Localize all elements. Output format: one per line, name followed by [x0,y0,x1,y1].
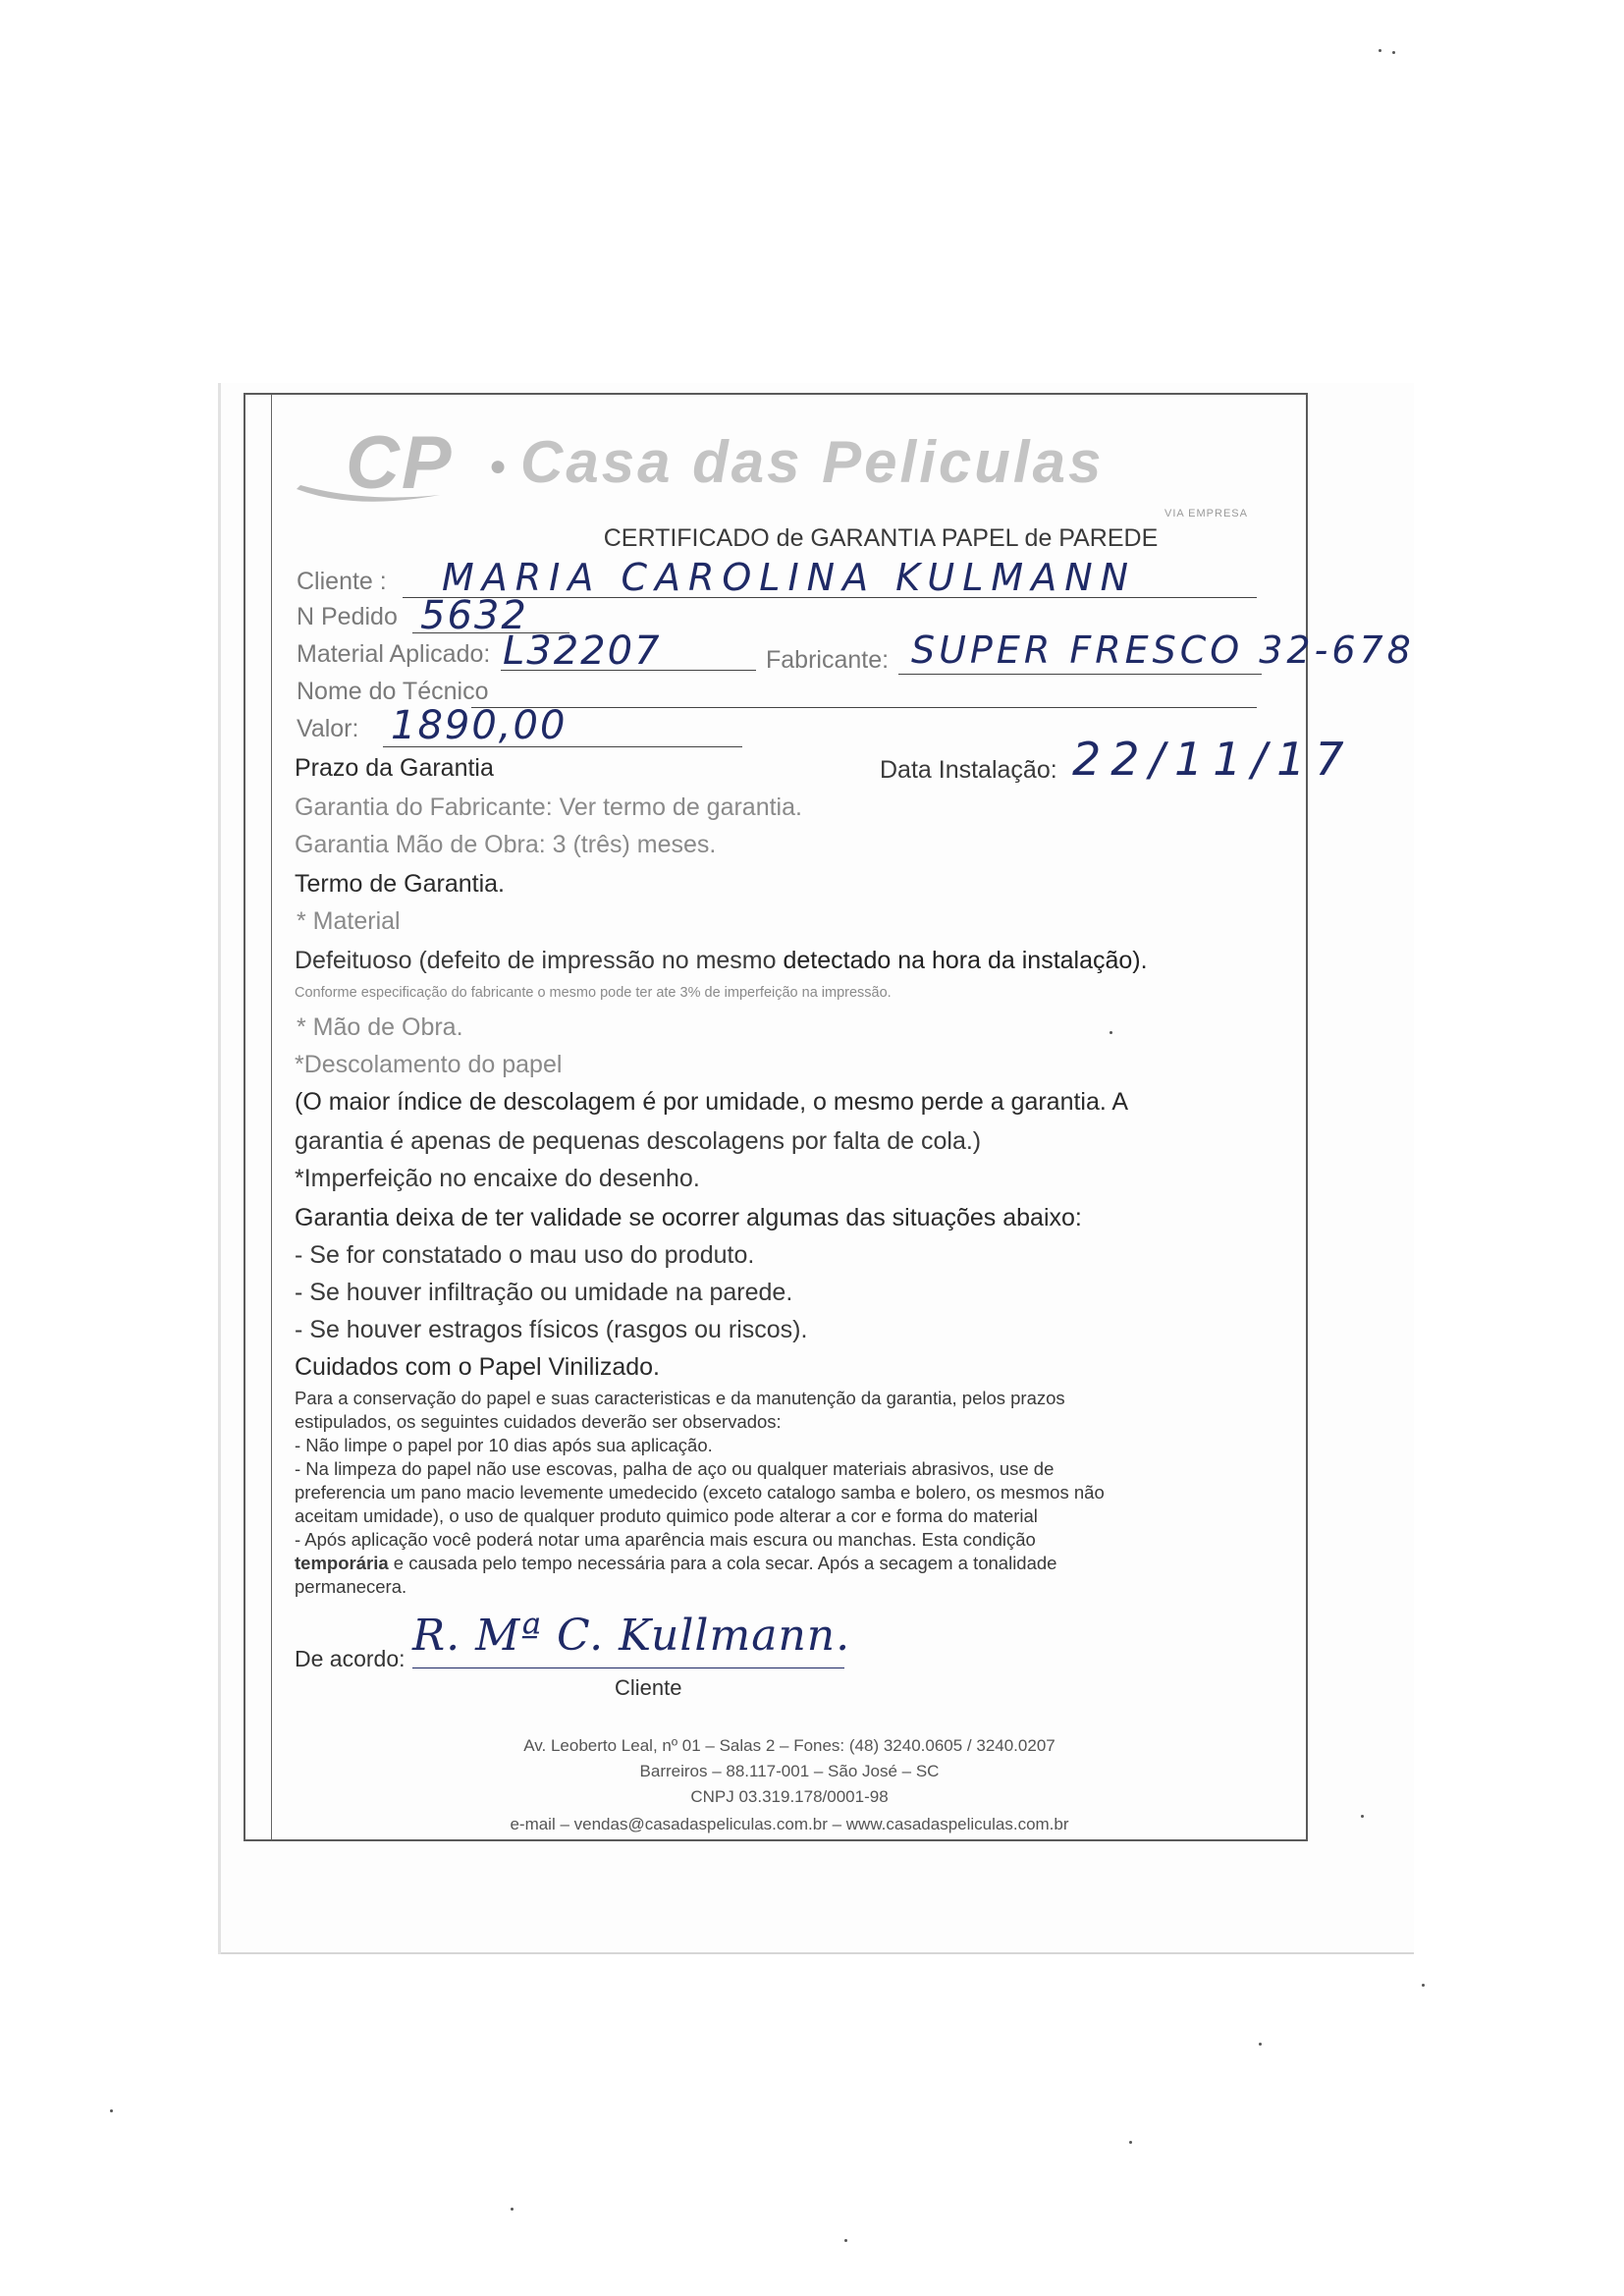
cuidados-line-7: - Após aplicação você poderá notar uma aparência mais escura ou manchas. Esta condição [295,1529,1036,1550]
cuidados-title: Cuidados com o Papel Vinilizado. [295,1353,660,1381]
fabricante-label: Fabricante: [766,646,890,674]
maior-indice-line-2: garantia é apenas de pequenas descolagens por falta de cola.) [295,1127,982,1155]
material-label: Material Aplicado: [297,640,491,668]
maior-indice-line-1: (O maior índice de descolagem é por umidade, o mesmo perde a garantia. A [295,1088,1129,1116]
garantia-mao-obra: Garantia Mão de Obra: 3 (três) meses. [295,831,717,858]
footer-city: Barreiros – 88.117-001 – São José – SC [639,1762,940,1780]
logo-company-name: Casa das Peliculas [520,429,1105,495]
garantia-fabricante: Garantia do Fabricante: Ver termo de garantia. [295,793,802,821]
cliente-value: MARIA CAROLINA KULMANN [442,556,1137,599]
defeituoso-line [295,947,1148,975]
signature-underline [412,1667,844,1668]
scan-speck [1379,49,1381,52]
cliente-caption: Cliente [615,1675,682,1700]
footer-cnpj: CNPJ 03.319.178/0001-98 [690,1787,889,1806]
scan-speck [1110,1031,1112,1034]
cuidados-line-3: - Não limpe o papel por 10 dias após sua aplicação. [295,1435,713,1455]
pedido-label: N Pedido [297,603,398,630]
logo-bullet: ● [489,450,508,482]
scan-speck [844,2239,847,2242]
defeituoso-emphasis: detectado na hora da instalação). [783,947,1148,974]
scan-speck [1422,1984,1425,1987]
conforme-note: Conforme especificação do fabricante o mesmo pode ter ate 3% de imperfeição na impressão. [295,985,892,1001]
prazo-label: Prazo da Garantia [295,754,494,782]
descolamento-item: *Descolamento do papel [295,1051,563,1078]
footer-contact: e-mail – vendas@casadaspeliculas.com.br – www.casadaspeliculas.com.br [510,1815,1069,1833]
scan-speck [1392,51,1395,54]
temporaria-emphasis: temporária [295,1553,389,1573]
mao-obra-item: * Mão de Obra. [297,1013,463,1041]
cuidados-line-8 [295,1552,1056,1575]
mau-uso-item: - Se for constatado o mau uso do produto. [295,1241,755,1269]
cuidados-line-4: - Na limpeza do papel não use escovas, palha de aço ou qualquer materiais abrasivos, use de [295,1458,1055,1479]
cuidados-line-2: estipulados, os seguintes cuidados deverão ser observados: [295,1411,782,1432]
scan-speck [511,2208,514,2211]
frame-inner-rule [271,395,272,1839]
cuidados-line-5: preferencia um pano macio levemente umedecido (exceto catalogo samba e bolero, os mesmos não [295,1482,1105,1503]
termo-title: Termo de Garantia. [295,870,505,898]
material-item: * Material [297,907,401,935]
company-logo [295,420,1178,528]
valor-label: Valor: [297,715,359,742]
defeituoso-text: Defeituoso (defeito de impressão no mesmo [295,947,784,974]
cuidados-line-9: permanecera. [295,1576,407,1597]
client-signature: R. Mª C. Kullmann. [412,1611,851,1661]
de-acordo-label: De acordo: [295,1646,406,1671]
scan-speck [1259,2043,1262,2046]
cuidados-line-6: aceitam umidade), o uso de qualquer produto quimico pode alterar a cor e forma do material [295,1505,1038,1526]
via-label: VIA EMPRESA [1164,508,1248,519]
paper-edge [218,383,221,1954]
deixa-validade: Garantia deixa de ter validade se ocorrer algumas das situações abaixo: [295,1204,1082,1231]
data-instalacao-label: Data Instalação: [880,756,1057,784]
scan-speck [110,2109,113,2112]
tecnico-line [471,707,1257,708]
data-instalacao-value: 22/11/17 [1072,733,1354,786]
pedido-value: 5632 [420,593,528,638]
material-value: L32207 [503,629,662,674]
cuidados-line-1: Para a conservação do papel e suas caracteristicas e da manutenção da garantia, pelos prazos [295,1388,1065,1408]
footer-address: Av. Leoberto Leal, nº 01 – Salas 2 – Fones: (48) 3240.0605 / 3240.0207 [523,1736,1056,1755]
cuidados-line-8-rest: e causada pelo tempo necessária para a cola secar. Após a secagem a tonalidade [388,1553,1057,1573]
tecnico-label: Nome do Técnico [297,678,489,705]
infiltracao-item: - Se houver infiltração ou umidade na parede. [295,1279,793,1306]
estragos-item: - Se houver estragos físicos (rasgos ou riscos). [295,1316,808,1343]
imperfeicao-item: *Imperfeição no encaixe do desenho. [295,1165,700,1192]
fabricante-line [898,674,1262,675]
scan-speck [1361,1815,1364,1818]
certificate-title: CERTIFICADO de GARANTIA PAPEL de PAREDE [603,524,1159,552]
fabricante-value: SUPER FRESCO 32-678 [911,629,1415,672]
valor-value: 1890,00 [391,703,568,748]
cliente-label: Cliente : [297,568,387,595]
logo-cp-mark: CP [346,421,454,505]
scan-speck [1129,2141,1132,2144]
